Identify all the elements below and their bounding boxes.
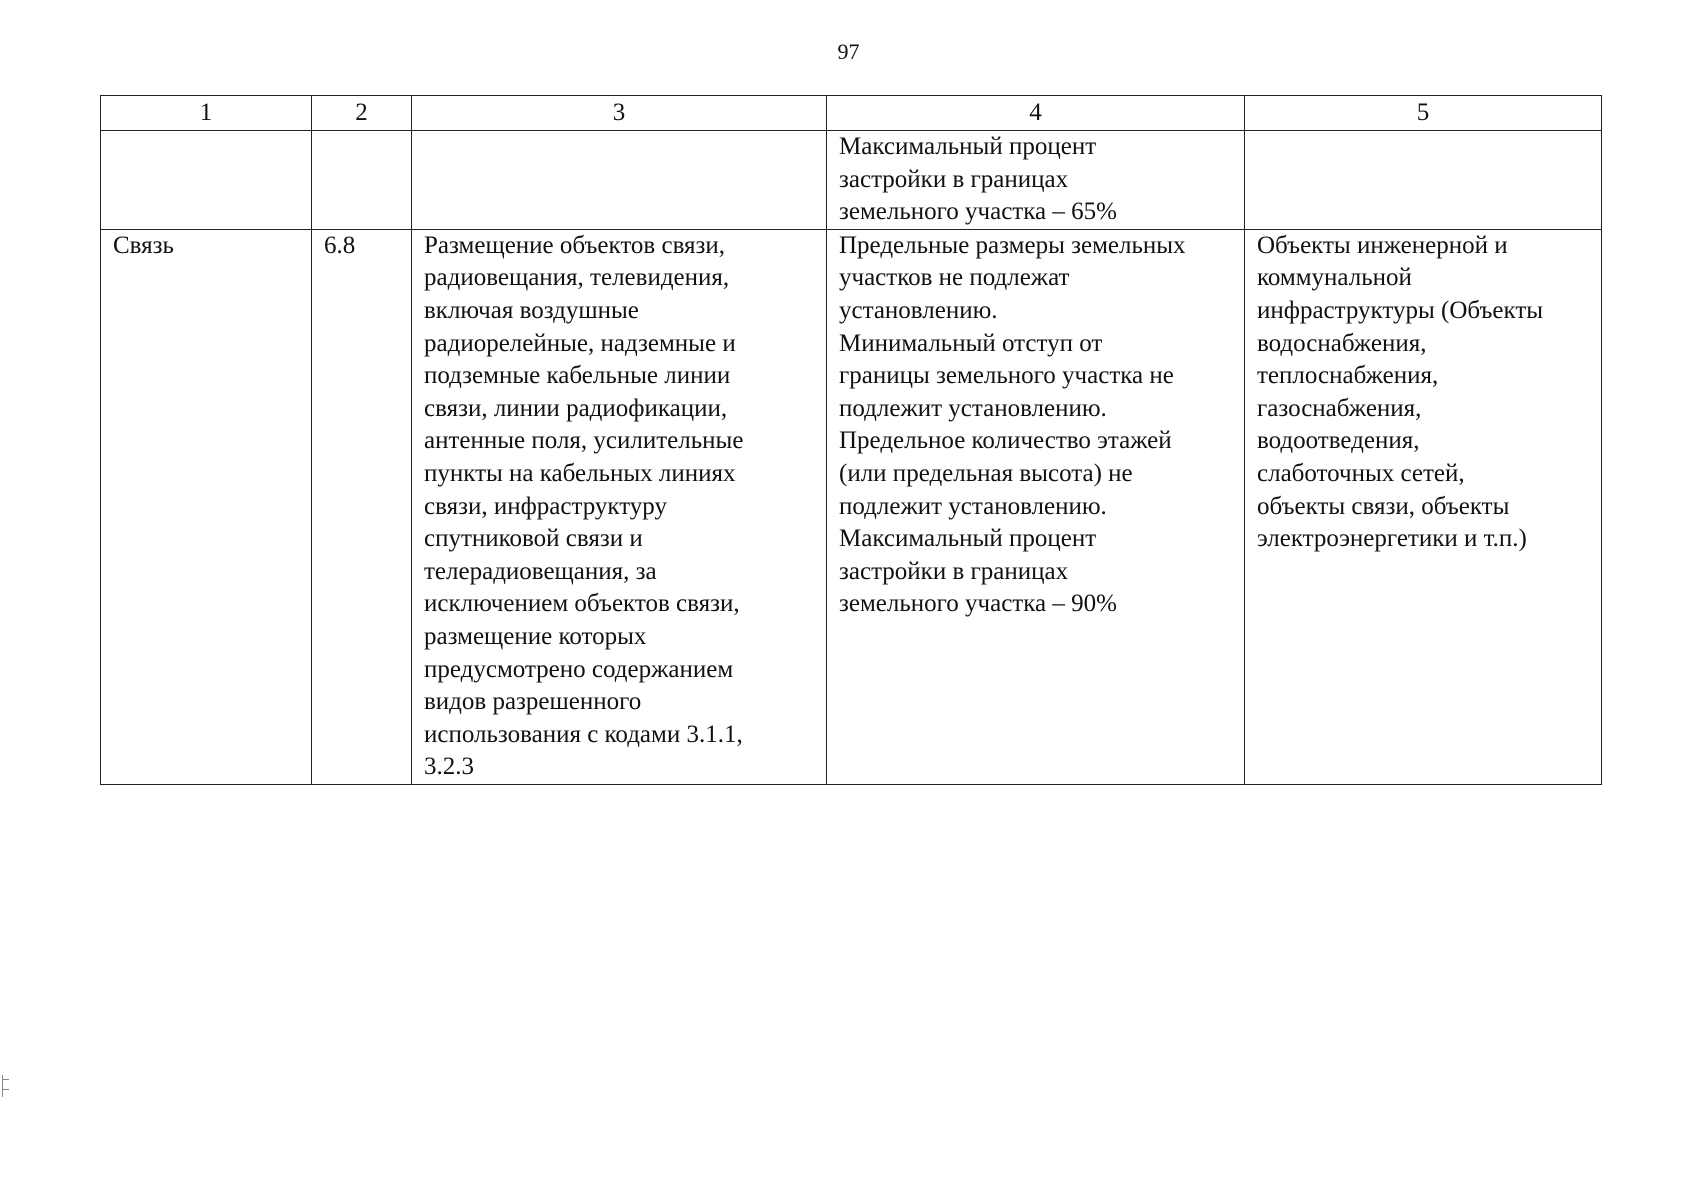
header-cell-5: 5 <box>1245 96 1602 131</box>
header-cell-1: 1 <box>101 96 312 131</box>
table-header-row <box>101 96 1602 131</box>
auxiliary-uses-text: Объекты инженерной и коммунальной инфраструктуры (Объекты водоснабжения, теплоснабжения, газоснабжения, водоотведения, слаботочных сетей, объекты связи, объекты электроэнергетики и т.п.) <box>1257 231 1544 553</box>
table-row-continued <box>101 131 1602 230</box>
use-parameters-cell <box>827 229 1245 784</box>
use-name-text: Связь <box>113 231 174 259</box>
auxiliary-uses-cell <box>1245 229 1602 784</box>
use-parameters-text: Предельные размеры земельных участков не подлежат установлению. Минимальный отступ от границы земельного участка не подлежит установлению. Предельное количество этажей (или предельная высота) не подлежит установлению. Максимальный процент застройки в границах земельного участка – 90% <box>839 231 1186 618</box>
continued-cell-3 <box>412 131 827 230</box>
header-cell-3: 3 <box>412 96 827 131</box>
header-cell-2: 2 <box>312 96 412 131</box>
use-name-cell <box>101 229 312 784</box>
use-code-text: 6.8 <box>324 231 356 259</box>
use-description-cell <box>412 229 827 784</box>
page-number-text: 97 <box>837 39 860 64</box>
header-cell-4: 4 <box>827 96 1245 131</box>
continued-cell-1 <box>101 131 312 230</box>
use-code-cell <box>312 229 412 784</box>
regulations-table <box>100 95 1602 785</box>
continued-parameters-text: Максимальный процент застройки в границах земельного участка – 65% <box>839 133 1117 226</box>
continued-cell-2 <box>312 131 412 230</box>
continued-cell-parameters <box>827 131 1245 230</box>
use-description-text: Размещение объектов связи, радиовещания, телевидения, включая воздушные радиорелейные, надземные и подземные кабельные линии связи, линии радиофикации, антенные поля, усилительные пункты на кабельных линиях связи, инфраструктуру спутниковой связи и телерадиовещания, за исключением объектов связи, размещение которых предусмотрено содержанием видов разрешенного использования с кодами 3.1.1, 3.2.3 <box>424 231 744 781</box>
scan-edge-mark <box>2 1075 11 1097</box>
table-row-svyaz <box>101 229 1602 784</box>
continued-cell-5 <box>1245 131 1602 230</box>
page-number <box>0 38 1697 66</box>
